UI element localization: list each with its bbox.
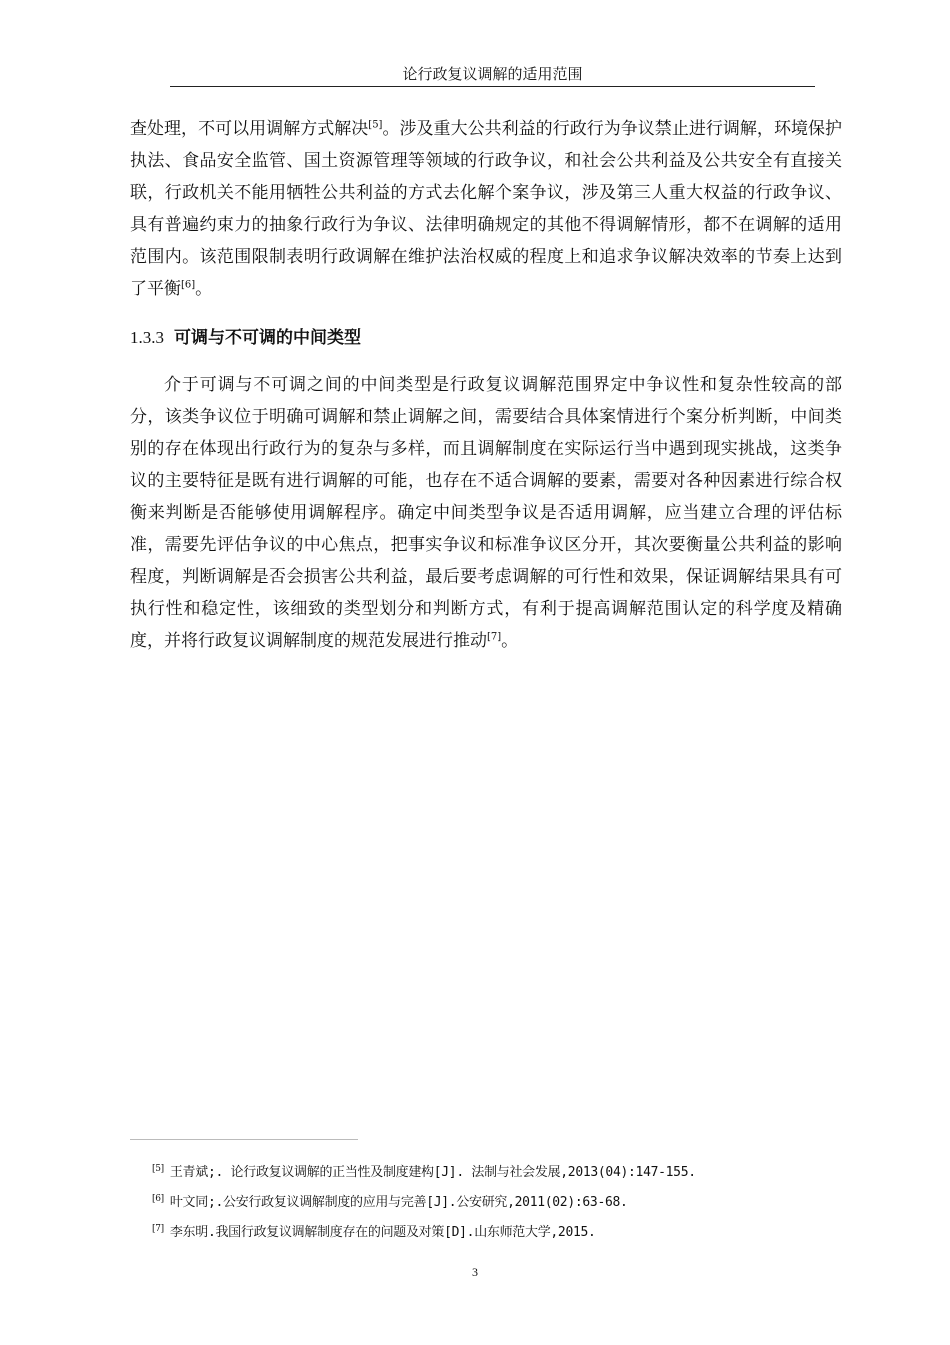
- footnote-divider: [130, 1139, 358, 1140]
- footnote-item: [152, 1218, 852, 1248]
- footnote-list: [152, 1158, 852, 1248]
- footnote-text: 王青斌;. 论行政复议调解的正当性及制度建构[J]. 法制与社会发展,2013(04):147-155.: [169, 1165, 696, 1180]
- body-paragraph-1: [130, 113, 842, 305]
- section-number: 1.3.3: [130, 328, 164, 347]
- paragraph-text: 。: [195, 279, 213, 299]
- body-paragraph-2: [130, 369, 842, 657]
- footnote-mark: [6]: [152, 1193, 164, 1204]
- footnote-text: 叶文同;.公安行政复议调解制度的应用与完善[J].公安研究,2011(02):63-68.: [169, 1195, 628, 1210]
- footnote-mark: [5]: [152, 1163, 164, 1174]
- paragraph-text: 。: [501, 631, 519, 651]
- footnote-text: 李东明.我国行政复议调解制度存在的问题及对策[D].山东师范大学,2015.: [169, 1225, 596, 1240]
- citation-ref-5: [5]: [368, 119, 383, 131]
- section-heading: [130, 325, 361, 351]
- section-title: 可调与不可调的中间类型: [174, 328, 361, 348]
- footnote-mark: [7]: [152, 1223, 164, 1234]
- citation-ref-6: [6]: [181, 279, 196, 291]
- page-number: 3: [472, 1265, 478, 1279]
- paragraph-text: 查处理，不可以用调解方式解决: [130, 119, 369, 139]
- paragraph-text: 介于可调与不可调之间的中间类型是行政复议调解范围界定中争议性和复杂性较高的部分，该类争议位于明确可调解和禁止调解之间，需要结合具体案情进行个案分析判断，中间类别的存在体现出行政行为的复杂与多样，而且调解制度在实际运行当中遇到现实挑战，这类争议的主要特征是既有进行调解的可能，也存在不适合调解的要素，需要对各种因素进行综合权衡来判断是否能够使用调解程序。确定中间类型争议是否适用调解，应当建立合理的评估标准，需要先评估争议的中心焦点，把事实争议和标准争议区分开，其次要衡量公共利益的影响程度，判断调解是否会损害公共利益，最后要考虑调解的可行性和效果，保证调解结果具有可执行性和稳定性，该细致的类型划分和判断方式，有利于提高调解范围认定的科学度及精确度，并将行政复议调解制度的规范发展进行推动: [130, 375, 842, 651]
- paragraph-text: 。涉及重大公共利益的行政行为争议禁止进行调解，环境保护执法、食品安全监管、国土资源管理等领域的行政争议，和社会公共利益及公共安全有直接关联，行政机关不能用牺牲公共利益的方式去化解个案争议，涉及第三人重大权益的行政争议、具有普遍约束力的抽象行政行为争议、法律明确规定的其他不得调解情形，都不在调解的适用范围内。该范围限制表明行政调解在维护法治权威的程度上和追求争议解决效率的节奏上达到了平衡: [130, 119, 843, 299]
- footnote-item: [152, 1188, 852, 1218]
- footnote-item: [152, 1158, 852, 1188]
- running-header: 论行政复议调解的适用范围: [170, 64, 815, 87]
- citation-ref-7: [7]: [487, 631, 502, 643]
